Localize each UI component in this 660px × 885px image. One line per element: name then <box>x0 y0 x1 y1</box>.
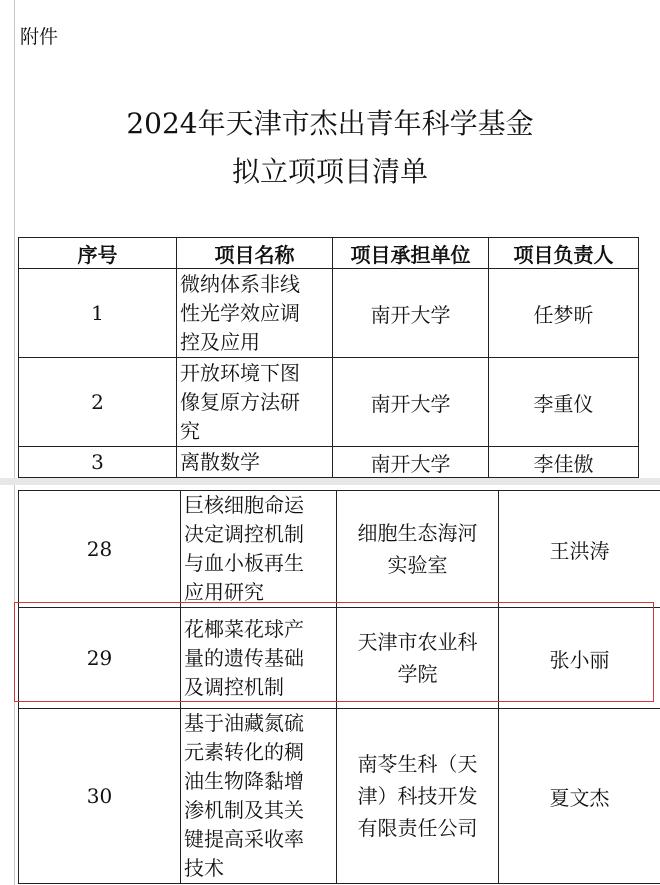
cell-project-name <box>177 447 333 478</box>
cell-leader: 李重仪 <box>489 358 639 447</box>
cell-project-name <box>181 709 337 884</box>
header-unit: 项目承担单位 <box>333 238 489 269</box>
cell-project-name <box>181 491 337 608</box>
name-line: 渗机制及其关 <box>184 798 304 822</box>
unit-line: 实验室 <box>387 553 448 577</box>
cell-no: 2 <box>19 358 177 447</box>
header-no: 序号 <box>19 238 177 269</box>
name-line: 离散数学 <box>180 449 260 474</box>
name-line: 性光学效应调 <box>180 300 300 325</box>
unit-line: 津）科技开发 <box>357 784 478 808</box>
cell-leader: 王洪涛 <box>499 491 660 608</box>
document-subtitle: 拟立项项目清单 <box>231 155 428 188</box>
cell-no: 1 <box>19 269 177 358</box>
header-leader: 项目负责人 <box>489 238 639 269</box>
cell-leader: 夏文杰 <box>499 709 660 884</box>
name-line: 与血小板再生 <box>184 551 304 575</box>
cell-unit <box>337 709 499 884</box>
cell-unit <box>337 608 499 709</box>
name-line: 及调控机制 <box>184 674 284 699</box>
table-row <box>19 447 639 478</box>
page-divider <box>0 478 660 485</box>
unit-line: 有限责任公司 <box>357 816 478 840</box>
table-row <box>19 709 660 884</box>
unit-line: 南苓生科（天 <box>357 752 478 776</box>
name-line: 应用研究 <box>184 580 264 604</box>
cell-project-name <box>177 358 333 447</box>
name-line: 技术 <box>184 856 224 880</box>
table-row <box>19 358 639 447</box>
cell-project-name <box>181 608 337 709</box>
unit-line: 细胞生态海河 <box>357 521 478 545</box>
project-table-top <box>18 237 639 478</box>
name-line: 量的遗传基础 <box>184 645 304 670</box>
name-line: 微纳体系非线 <box>180 271 300 296</box>
name-line: 究 <box>180 418 200 443</box>
name-line: 像复原方法研 <box>180 389 300 414</box>
table-header-row <box>19 238 639 269</box>
name-line: 巨核细胞命运 <box>184 493 304 517</box>
name-line: 开放环境下图 <box>180 360 300 385</box>
cell-leader: 李佳傲 <box>489 447 639 478</box>
table-row <box>19 269 639 358</box>
table-row <box>19 491 660 608</box>
cell-project-name <box>177 269 333 358</box>
document-title: 2024年天津市杰出青年科学基金 <box>126 107 534 140</box>
name-line: 元素转化的稠 <box>184 740 304 764</box>
name-line: 键提高采收率 <box>184 827 304 851</box>
unit-line: 学院 <box>397 662 438 686</box>
name-line: 花椰菜花球产 <box>184 616 304 641</box>
header-project-name: 项目名称 <box>177 238 333 269</box>
attachment-label: 附件 <box>20 26 59 48</box>
cell-leader: 张小丽 <box>499 608 660 709</box>
cell-unit <box>337 491 499 608</box>
unit-line: 天津市农业科 <box>357 630 478 654</box>
cell-no: 29 <box>19 608 181 709</box>
name-line: 决定调控机制 <box>184 522 304 546</box>
cell-unit: 南开大学 <box>333 447 489 478</box>
cell-leader: 任梦昕 <box>489 269 639 358</box>
cell-no: 3 <box>19 447 177 478</box>
project-table-bottom <box>18 490 660 884</box>
name-line: 基于油藏氮硫 <box>184 711 304 735</box>
name-line: 控及应用 <box>180 329 260 354</box>
name-line: 油生物降黏增 <box>184 769 304 793</box>
table-row-highlighted <box>19 608 660 709</box>
cell-unit: 南开大学 <box>333 269 489 358</box>
cell-no: 30 <box>19 709 181 884</box>
cell-unit: 南开大学 <box>333 358 489 447</box>
cell-no: 28 <box>19 491 181 608</box>
